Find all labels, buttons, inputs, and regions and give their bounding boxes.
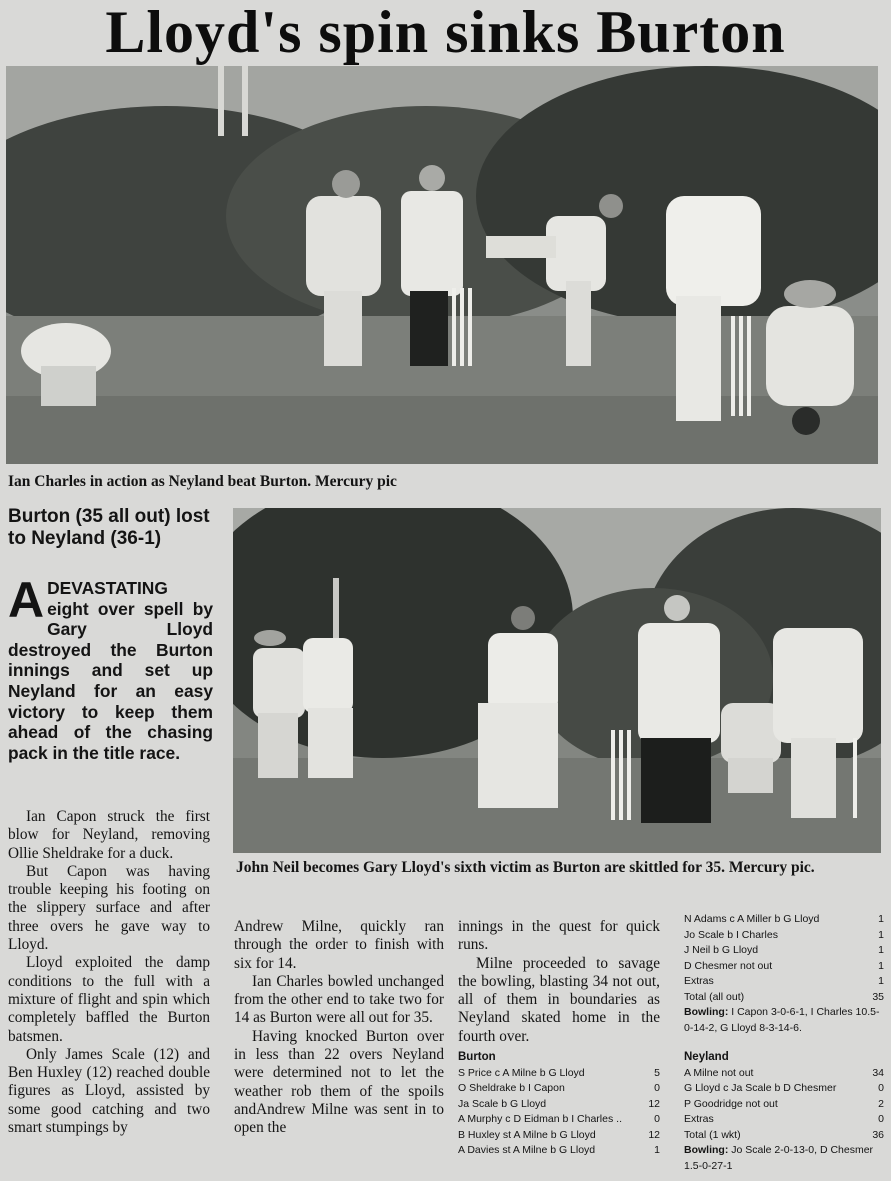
photo-cricket-batsman bbox=[233, 508, 881, 853]
article-lead bbox=[8, 572, 213, 763]
score-row: A Milne not out 34 bbox=[684, 1066, 884, 1079]
neyland-bowling: Bowling: Jo Scale 2-0-13-0, D Chesmer 1.5-0-27-1 bbox=[684, 1144, 874, 1172]
score-row: D Chesmer not out 1 bbox=[684, 959, 884, 972]
lead-text: DEVASTATING eight over spell by Gary Lloyd destroyed the Burton innings and set up Neyland for an easy victory to keep them ahead of the chasing pack in the title race. bbox=[8, 578, 213, 763]
photo-cricket-bowler bbox=[6, 66, 878, 464]
burton-scorecard-part1 bbox=[458, 1050, 660, 1159]
article-subhead: Burton (35 all out) lost to Neyland (36-1) bbox=[8, 506, 210, 549]
article-column-1 bbox=[8, 808, 210, 1137]
paragraph: Ian Charles bowled unchanged from the other end to take two for 14 as Burton were all out for 35. bbox=[234, 972, 444, 1027]
neyland-heading: Neyland bbox=[684, 1051, 729, 1063]
drop-cap: A bbox=[8, 572, 45, 628]
burton-heading: Burton bbox=[458, 1051, 496, 1064]
score-row: B Huxley st A Milne b G Lloyd 12 bbox=[458, 1128, 660, 1141]
paragraph: Only James Scale (12) and Ben Huxley (12) reached double figures as Lloyd, assisted by some good catching and two smart stumpings by bbox=[8, 1045, 210, 1137]
photo2-caption: John Neil becomes Gary Lloyd's sixth victim as Burton are skittled for 35. Mercury pic. bbox=[236, 859, 815, 876]
article-column-2 bbox=[234, 918, 444, 1138]
burton-bowling: Bowling: I Capon 3-0-6-1, I Charles 10.5-0-14-2, G Lloyd 8-3-14-6. bbox=[684, 1006, 880, 1034]
paragraph: But Capon was having trouble keeping his footing on the slippery surface and after three overs he gave way to Lloyd. bbox=[8, 862, 210, 954]
score-row: Extras 1 bbox=[684, 975, 884, 987]
score-row: S Price c A Milne b G Lloyd 5 bbox=[458, 1066, 660, 1079]
paragraph: Lloyd exploited the damp conditions to the full with a mixture of flight and spin which completely baffled the Burton batsmen. bbox=[8, 954, 210, 1045]
paragraph: Andrew Milne, quickly ran through the order to finish with six for 14. bbox=[234, 918, 444, 972]
score-row: N Adams c A Miller b G Lloyd 1 bbox=[684, 913, 884, 925]
photo1-caption: Ian Charles in action as Neyland beat Burton. Mercury pic bbox=[8, 473, 397, 490]
score-row: Total (all out) 35 bbox=[684, 990, 884, 1003]
paragraph: innings in the quest for quick runs. bbox=[458, 918, 660, 954]
score-row: Total (1 wkt) 36 bbox=[684, 1128, 884, 1141]
score-row: O Sheldrake b I Capon 0 bbox=[458, 1082, 660, 1095]
score-row: A Davies st A Milne b G Lloyd 1 bbox=[458, 1144, 660, 1157]
score-row: Extras 0 bbox=[684, 1113, 884, 1125]
score-row: P Goodridge not out 2 bbox=[684, 1097, 884, 1110]
paragraph: Ian Capon struck the first blow for Neyland, removing Ollie Sheldrake for a duck. bbox=[8, 808, 210, 862]
paragraph: Milne proceeded to savage the bowling, blasting 34 not out, all of them in boundaries as Neyland skated home in the fourth over. bbox=[458, 954, 660, 1045]
article-column-3 bbox=[458, 918, 660, 1159]
scorecard-column bbox=[684, 912, 884, 1174]
headline: Lloyd's spin sinks Burton bbox=[105, 0, 786, 65]
score-row: G Lloyd c Ja Scale b D Chesmer 0 bbox=[684, 1082, 884, 1094]
score-row: Ja Scale b G Lloyd 12 bbox=[458, 1097, 660, 1110]
score-row: A Murphy c D Eidman b I Charles .. 0 bbox=[458, 1113, 660, 1126]
score-row: J Neil b G Lloyd 1 bbox=[684, 944, 884, 956]
score-row: Jo Scale b I Charles 1 bbox=[684, 928, 884, 941]
paragraph: Having knocked Burton over in less than 22 overs Neyland were determined not to let the weather rob them of the spoils andAndrew Milne was sent in to open the bbox=[234, 1027, 444, 1137]
